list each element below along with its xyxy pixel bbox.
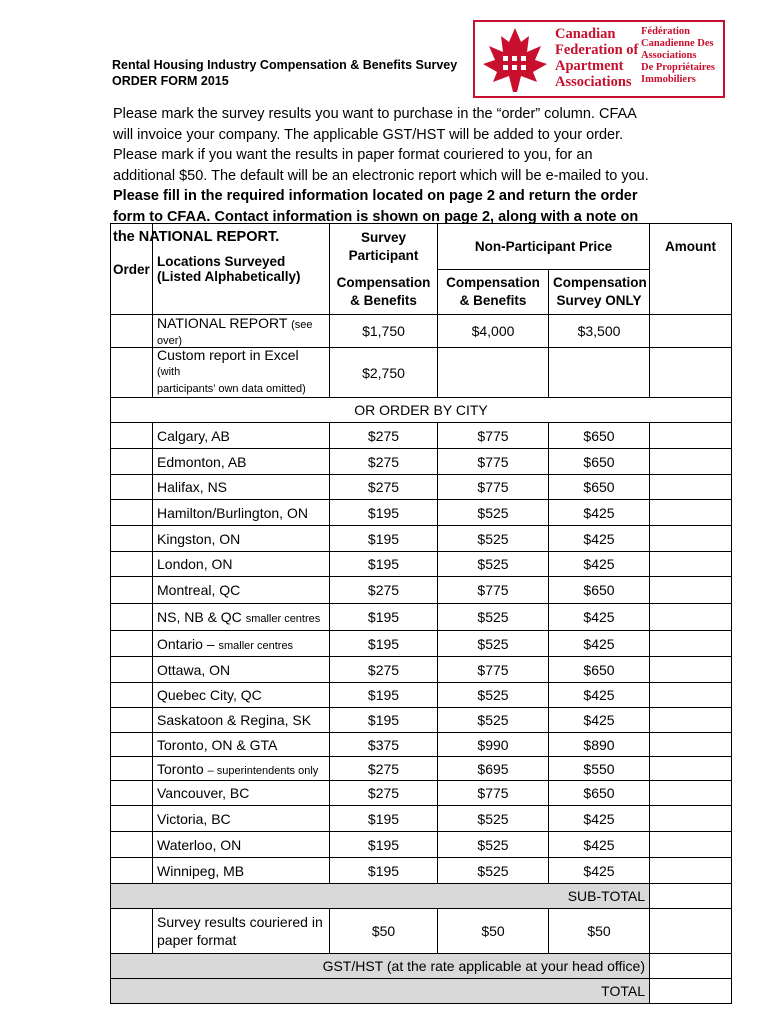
order-header: Order (111, 224, 153, 315)
cfaa-logo (473, 20, 725, 98)
non-participant-price: $525 (438, 500, 549, 526)
amount-cell[interactable] (650, 348, 732, 398)
amount-cell[interactable] (650, 733, 732, 757)
national-survey-only-price: $3,500 (549, 315, 650, 348)
order-cell[interactable] (111, 315, 153, 348)
city-row (111, 449, 732, 475)
gst-amount-cell[interactable] (650, 954, 732, 979)
amount-cell[interactable] (650, 577, 732, 604)
order-cell[interactable] (111, 552, 153, 577)
participant-price: $275 (330, 657, 438, 683)
order-cell[interactable] (111, 500, 153, 526)
total-amount-cell[interactable] (650, 979, 732, 1004)
survey-only-price: $650 (549, 657, 650, 683)
city-row (111, 708, 732, 733)
custom-report-row (111, 348, 732, 398)
city-name: Waterloo, ON (153, 832, 330, 858)
city-row (111, 781, 732, 806)
non-participant-price: $775 (438, 449, 549, 475)
survey-only-price: $550 (549, 757, 650, 781)
empty-cell (438, 348, 549, 398)
participant-price: $195 (330, 683, 438, 708)
participant-price: $195 (330, 500, 438, 526)
amount-cell[interactable] (650, 683, 732, 708)
custom-report-label: Custom report in Excel (with participants’ own data omitted) (153, 348, 330, 398)
city-name: Toronto, ON & GTA (153, 733, 330, 757)
city-name: London, ON (153, 552, 330, 577)
city-row (111, 423, 732, 449)
subtotal-label: SUB-TOTAL (111, 884, 650, 909)
participant-header: Survey Participant (330, 224, 438, 270)
order-cell[interactable] (111, 423, 153, 449)
survey-only-price: $650 (549, 449, 650, 475)
amount-cell[interactable] (650, 757, 732, 781)
participant-price: $195 (330, 858, 438, 884)
participant-price: $275 (330, 781, 438, 806)
survey-only-price: $425 (549, 500, 650, 526)
order-cell[interactable] (111, 909, 153, 954)
survey-only-price: $890 (549, 733, 650, 757)
city-row (111, 577, 732, 604)
survey-only-price: $650 (549, 781, 650, 806)
city-name: Ontario – smaller centres (153, 631, 330, 657)
city-name: NS, NB & QC smaller centres (153, 604, 330, 631)
order-cell[interactable] (111, 757, 153, 781)
survey-only-price: $650 (549, 577, 650, 604)
courier-non-participant-price: $50 (438, 909, 549, 954)
order-cell[interactable] (111, 657, 153, 683)
courier-survey-only-price: $50 (549, 909, 650, 954)
city-name: Quebec City, QC (153, 683, 330, 708)
non-participant-price: $525 (438, 631, 549, 657)
survey-title: Rental Housing Industry Compensation & Benefits Survey (112, 58, 458, 72)
city-name: Halifax, NS (153, 475, 330, 500)
city-name: Vancouver, BC (153, 781, 330, 806)
non-participant-price: $775 (438, 657, 549, 683)
city-row (111, 500, 732, 526)
national-non-participant-price: $4,000 (438, 315, 549, 348)
survey-only-price: $650 (549, 475, 650, 500)
courier-row (111, 909, 732, 954)
city-name: Ottawa, ON (153, 657, 330, 683)
amount-cell[interactable] (650, 708, 732, 733)
non-participant-comp-header: Compensation & Benefits (438, 270, 549, 315)
city-row (111, 733, 732, 757)
locations-header: Locations Surveyed (Listed Alphabetically) (153, 224, 330, 315)
city-name: Hamilton/Burlington, ON (153, 500, 330, 526)
non-participant-price: $775 (438, 475, 549, 500)
amount-cell[interactable] (650, 604, 732, 631)
amount-cell[interactable] (650, 552, 732, 577)
amount-cell[interactable] (650, 909, 732, 954)
amount-cell[interactable] (650, 526, 732, 552)
city-name: Victoria, BC (153, 806, 330, 832)
order-cell[interactable] (111, 733, 153, 757)
city-row (111, 657, 732, 683)
logo-french-name: Fédération Canadienne Des Associations De Propriétaires Immobiliers (641, 26, 715, 85)
non-participant-price: $525 (438, 708, 549, 733)
city-name: Saskatoon & Regina, SK (153, 708, 330, 733)
participant-price: $195 (330, 552, 438, 577)
non-participant-price: $525 (438, 552, 549, 577)
amount-cell[interactable] (650, 500, 732, 526)
order-cell[interactable] (111, 526, 153, 552)
city-name: Montreal, QC (153, 577, 330, 604)
amount-cell[interactable] (650, 423, 732, 449)
non-participant-price: $775 (438, 577, 549, 604)
amount-cell[interactable] (650, 449, 732, 475)
gst-label: GST/HST (at the rate applicable at your head office) (111, 954, 650, 979)
participant-comp-header: Compensation & Benefits (330, 270, 438, 315)
order-cell[interactable] (111, 781, 153, 806)
non-participant-price: $525 (438, 604, 549, 631)
city-name: Toronto – superintendents only (153, 757, 330, 781)
city-row (111, 604, 732, 631)
city-row (111, 858, 732, 884)
participant-price: $195 (330, 526, 438, 552)
non-participant-header: Non-Participant Price (438, 224, 650, 270)
city-name: Kingston, ON (153, 526, 330, 552)
survey-only-price: $425 (549, 526, 650, 552)
survey-only-price: $425 (549, 552, 650, 577)
courier-participant-price: $50 (330, 909, 438, 954)
amount-cell[interactable] (650, 781, 732, 806)
survey-only-price: $425 (549, 708, 650, 733)
non-participant-price: $525 (438, 832, 549, 858)
city-row (111, 757, 732, 781)
order-cell[interactable] (111, 475, 153, 500)
maple-building-icon (481, 26, 549, 94)
city-row (111, 683, 732, 708)
header-row-1 (111, 224, 732, 270)
order-cell[interactable] (111, 348, 153, 398)
amount-cell[interactable] (650, 657, 732, 683)
courier-label: Survey results couriered in paper format (153, 909, 330, 954)
non-participant-price: $775 (438, 423, 549, 449)
non-participant-price: $525 (438, 858, 549, 884)
survey-only-price: $425 (549, 604, 650, 631)
survey-only-price: $650 (549, 423, 650, 449)
survey-only-price: $425 (549, 832, 650, 858)
survey-only-header: Compensation Survey ONLY (549, 270, 650, 315)
participant-price: $195 (330, 604, 438, 631)
subtotal-row (111, 884, 732, 909)
logo-english-name: Canadian Federation of Apartment Associations (555, 26, 639, 90)
participant-price: $195 (330, 806, 438, 832)
non-participant-price: $525 (438, 683, 549, 708)
non-participant-price: $525 (438, 806, 549, 832)
survey-only-price: $425 (549, 858, 650, 884)
order-cell[interactable] (111, 604, 153, 631)
amount-header: Amount (650, 224, 732, 315)
city-name: Edmonton, AB (153, 449, 330, 475)
amount-cell[interactable] (650, 475, 732, 500)
participant-price: $195 (330, 708, 438, 733)
participant-price: $275 (330, 577, 438, 604)
amount-cell[interactable] (650, 315, 732, 348)
city-row (111, 806, 732, 832)
participant-price: $275 (330, 757, 438, 781)
survey-only-price: $425 (549, 683, 650, 708)
participant-price: $195 (330, 832, 438, 858)
form-title (112, 57, 457, 89)
participant-price: $375 (330, 733, 438, 757)
participant-price: $275 (330, 423, 438, 449)
city-row (111, 631, 732, 657)
city-row (111, 475, 732, 500)
city-row (111, 552, 732, 577)
subtotal-amount-cell[interactable] (650, 884, 732, 909)
national-participant-price: $1,750 (330, 315, 438, 348)
instructions-text: Please mark the survey results you want to purchase in the “order” column. CFAA will invoice your company. The applicable GST/HST will be added to your order. Please mark if you want the results in paper format couriered to you, for an additional $50. The default will be an electronic report which will be e-mailed to you. (113, 106, 649, 184)
participant-price: $195 (330, 631, 438, 657)
order-cell[interactable] (111, 708, 153, 733)
order-cell[interactable] (111, 832, 153, 858)
amount-cell[interactable] (650, 858, 732, 884)
order-cell[interactable] (111, 577, 153, 604)
city-name: Calgary, AB (153, 423, 330, 449)
or-order-by-city-row (111, 398, 732, 423)
non-participant-price: $990 (438, 733, 549, 757)
order-cell[interactable] (111, 631, 153, 657)
non-participant-price: $695 (438, 757, 549, 781)
city-row (111, 526, 732, 552)
survey-only-price: $425 (549, 631, 650, 657)
total-label: TOTAL (111, 979, 650, 1004)
non-participant-price: $775 (438, 781, 549, 806)
order-cell[interactable] (111, 449, 153, 475)
participant-price: $275 (330, 449, 438, 475)
amount-cell[interactable] (650, 806, 732, 832)
city-row (111, 832, 732, 858)
participant-price: $275 (330, 475, 438, 500)
national-report-row (111, 315, 732, 348)
instructions-bold-text: Please fill in the required information located on page 2 and return the order form to CFAA. Contact information is shown on page 2, along with a note on the NATIONAL REPORT. (113, 188, 639, 245)
amount-cell[interactable] (650, 631, 732, 657)
order-cell[interactable] (111, 683, 153, 708)
order-cell[interactable] (111, 806, 153, 832)
order-table (110, 223, 732, 1004)
custom-participant-price: $2,750 (330, 348, 438, 398)
order-cell[interactable] (111, 858, 153, 884)
empty-cell (549, 348, 650, 398)
gst-row (111, 954, 732, 979)
city-name: Winnipeg, MB (153, 858, 330, 884)
amount-cell[interactable] (650, 832, 732, 858)
or-order-by-city-label: OR ORDER BY CITY (111, 398, 732, 423)
order-form-year: ORDER FORM 2015 (112, 74, 229, 88)
non-participant-price: $525 (438, 526, 549, 552)
national-report-label: NATIONAL REPORT (see over) (153, 315, 330, 348)
survey-only-price: $425 (549, 806, 650, 832)
total-row (111, 979, 732, 1004)
